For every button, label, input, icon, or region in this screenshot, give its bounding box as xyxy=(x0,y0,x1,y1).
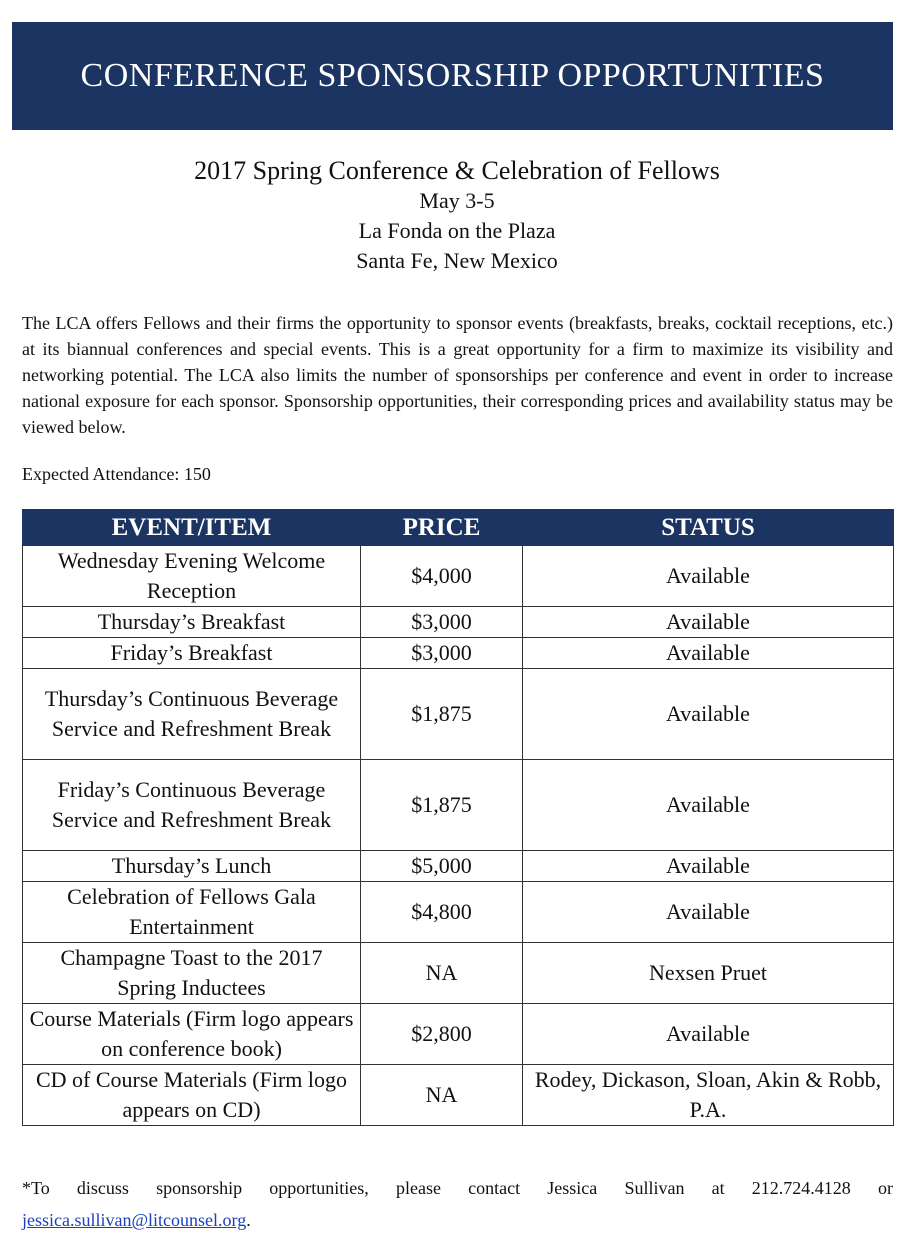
status-cell: Available xyxy=(523,1004,894,1065)
table-row xyxy=(23,638,894,669)
table-row xyxy=(23,607,894,638)
status-cell: Available xyxy=(523,760,894,851)
table-row xyxy=(23,851,894,882)
table-row xyxy=(23,760,894,851)
item-cell: Course Materials (Firm logo appears on conference book) xyxy=(23,1004,361,1065)
price-cell: $4,000 xyxy=(361,546,523,607)
table-row xyxy=(23,669,894,760)
price-cell: $5,000 xyxy=(361,851,523,882)
header-status: STATUS xyxy=(523,510,894,546)
contact-email-link[interactable]: jessica.sullivan@litcounsel.org xyxy=(22,1210,247,1230)
status-cell: Available xyxy=(523,882,894,943)
price-cell: $1,875 xyxy=(361,760,523,851)
item-cell: Thursday’s Continuous Beverage Service and Refreshment Break xyxy=(23,669,361,760)
expected-attendance: Expected Attendance: 150 xyxy=(22,464,211,484)
item-cell: Friday’s Continuous Beverage Service and Refreshment Break xyxy=(23,760,361,851)
header-price: PRICE xyxy=(361,510,523,546)
banner-title: CONFERENCE SPONSORSHIP OPPORTUNITIES xyxy=(80,57,825,94)
table-row xyxy=(23,546,894,607)
table-row xyxy=(23,1065,894,1126)
status-cell: Available xyxy=(523,669,894,760)
item-cell: Champagne Toast to the 2017 Spring Inductees xyxy=(23,943,361,1004)
header-event-item: EVENT/ITEM xyxy=(23,510,361,546)
table-row xyxy=(23,1004,894,1065)
price-cell: NA xyxy=(361,1065,523,1126)
event-dates: May 3-5 xyxy=(419,188,495,213)
price-cell: $3,000 xyxy=(361,607,523,638)
contact-note xyxy=(22,1172,893,1236)
page-banner xyxy=(12,22,893,130)
price-cell: NA xyxy=(361,943,523,1004)
price-cell: $4,800 xyxy=(361,882,523,943)
status-cell: Available xyxy=(523,546,894,607)
status-cell: Nexsen Pruet xyxy=(523,943,894,1004)
contact-suffix: . xyxy=(246,1210,251,1230)
item-cell: Wednesday Evening Welcome Reception xyxy=(23,546,361,607)
item-cell: Thursday’s Breakfast xyxy=(23,607,361,638)
price-cell: $2,800 xyxy=(361,1004,523,1065)
status-cell: Available xyxy=(523,851,894,882)
sponsorship-table xyxy=(22,509,894,1126)
item-cell: Celebration of Fellows Gala Entertainment xyxy=(23,882,361,943)
event-title: 2017 Spring Conference & Celebration of Fellows xyxy=(194,156,720,185)
status-cell: Available xyxy=(523,638,894,669)
status-cell: Rodey, Dickason, Sloan, Akin & Robb, P.A. xyxy=(523,1065,894,1126)
status-cell: Available xyxy=(523,607,894,638)
price-cell: $1,875 xyxy=(361,669,523,760)
table-header-row xyxy=(23,510,894,546)
item-cell: CD of Course Materials (Firm logo appears on CD) xyxy=(23,1065,361,1126)
event-info xyxy=(0,155,914,276)
item-cell: Thursday’s Lunch xyxy=(23,851,361,882)
price-cell: $3,000 xyxy=(361,638,523,669)
item-cell: Friday’s Breakfast xyxy=(23,638,361,669)
intro-paragraph: The LCA offers Fellows and their firms the opportunity to sponsor events (breakfasts, breaks, cocktail receptions, etc.) at its biannual conferences and special events. This is a great opportunity for a firm to maximize its visibility and networking potential. The LCA also limits the number of sponsorships per conference and event in order to increase national exposure for each sponsor. Sponsorship opportunities, their corresponding prices and availability status may be viewed below. xyxy=(22,313,893,437)
event-venue: La Fonda on the Plaza xyxy=(358,218,556,243)
event-location: Santa Fe, New Mexico xyxy=(356,248,558,273)
table-row xyxy=(23,943,894,1004)
table-row xyxy=(23,882,894,943)
contact-text: *To discuss sponsorship opportunities, please contact Jessica Sullivan at 212.724.4128 or xyxy=(22,1178,893,1198)
